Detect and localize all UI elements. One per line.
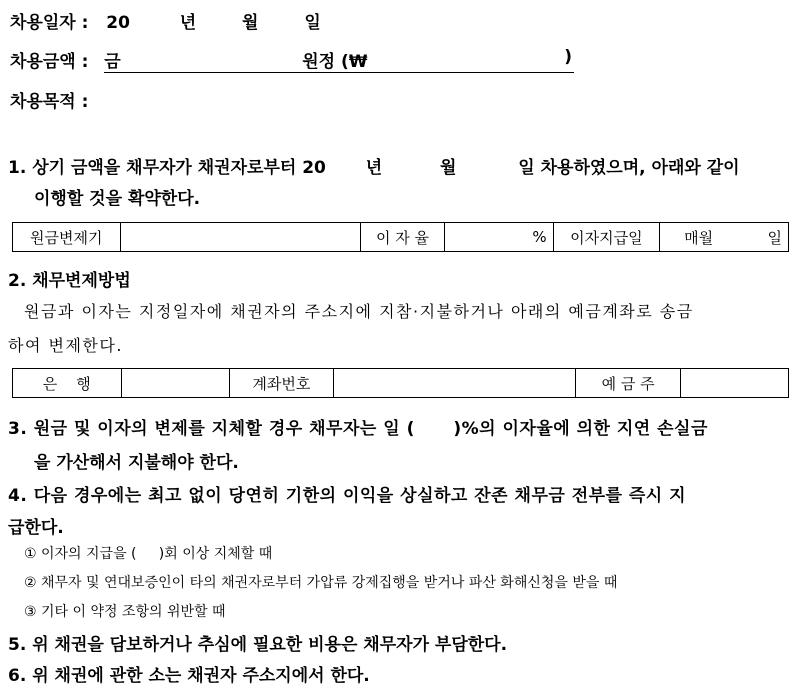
item1-text-d: 일 차용하였으며, 아래와 같이 xyxy=(518,158,740,178)
interest-pay-day-field[interactable] xyxy=(660,223,789,252)
item1-line1 xyxy=(8,153,740,178)
item4-line2: 급한다. xyxy=(8,518,64,538)
item2-line1: 원금과 이자는 지정일자에 채권자의 주소지에 지참·지불하거나 아래의 예금계좌로 송금 xyxy=(24,302,694,321)
purpose-label: 차용목적 : xyxy=(10,92,89,112)
account-number-field[interactable] xyxy=(333,369,575,398)
monthly-text: 매월 xyxy=(684,228,714,247)
item1-text-a: 1. 상기 금액을 채무자가 채권자로부터 20 xyxy=(8,158,326,178)
item3-line2: 을 가산해서 지불해야 한다. xyxy=(34,453,239,473)
item1-month: 월 xyxy=(440,158,457,178)
amount-line xyxy=(10,47,574,73)
day-text: 일 xyxy=(767,228,782,247)
amount-won: 원정 (₩ xyxy=(302,52,368,72)
item6: 6. 위 채권에 관한 소는 채권자 주소지에서 한다. xyxy=(8,666,370,686)
repay-date-field[interactable] xyxy=(120,223,360,252)
amount-close: ) xyxy=(564,47,573,67)
repay-date-label: 원금변제기 xyxy=(13,223,121,252)
bank-field[interactable] xyxy=(121,369,230,398)
date-day-unit: 일 xyxy=(304,13,321,33)
account-holder-field[interactable] xyxy=(681,369,789,398)
interest-pay-day-label: 이자지급일 xyxy=(553,223,660,252)
item2-title: 2. 채무변제방법 xyxy=(8,271,131,291)
item4-sub3: ③ 기타 이 약정 조항의 위반할 때 xyxy=(24,604,226,620)
item1-year: 년 xyxy=(365,158,383,178)
interest-rate-label: 이 자 율 xyxy=(360,223,444,252)
repayment-table xyxy=(12,222,789,252)
date-label: 차용일자 : xyxy=(10,13,89,33)
account-number-label: 계좌번호 xyxy=(230,369,334,398)
account-holder-label: 예 금 주 xyxy=(575,369,681,398)
item4-sub1: ① 이자의 지급을 ( )회 이상 지체할 때 xyxy=(24,546,273,562)
amount-underline-field[interactable] xyxy=(104,47,574,73)
percent-sign: % xyxy=(532,228,547,246)
date-line xyxy=(10,8,321,33)
item4-line1: 4. 다음 경우에는 최고 없이 당연히 기한의 이익을 상실하고 잔존 채무금 전부를 즉시 지 xyxy=(8,486,687,506)
amount-prefix: 금 xyxy=(104,52,121,72)
date-year-prefix: 20 xyxy=(106,13,130,33)
date-month-unit: 월 xyxy=(242,13,259,33)
item3-line1: 3. 원금 및 이자의 변제를 지체할 경우 채무자는 일 ( )%의 이자율에 의한 지연 손실금 xyxy=(8,419,708,439)
amount-label: 차용금액 : xyxy=(10,52,89,72)
item1-line2: 이행할 것을 확약한다. xyxy=(34,189,201,209)
item5: 5. 위 채권을 담보하거나 추심에 필요한 비용은 채무자가 부담한다. xyxy=(8,635,508,655)
item2-line2: 하여 변제한다. xyxy=(8,336,123,355)
bank-label: 은 행 xyxy=(13,369,122,398)
bank-account-table xyxy=(12,368,789,398)
date-year-unit: 년 xyxy=(179,13,197,33)
item4-sub2: ② 채무자 및 연대보증인이 타의 채권자로부터 가압류 강제집행을 받거나 파산 화해신청을 받을 때 xyxy=(24,575,618,591)
interest-rate-field[interactable] xyxy=(445,223,554,252)
